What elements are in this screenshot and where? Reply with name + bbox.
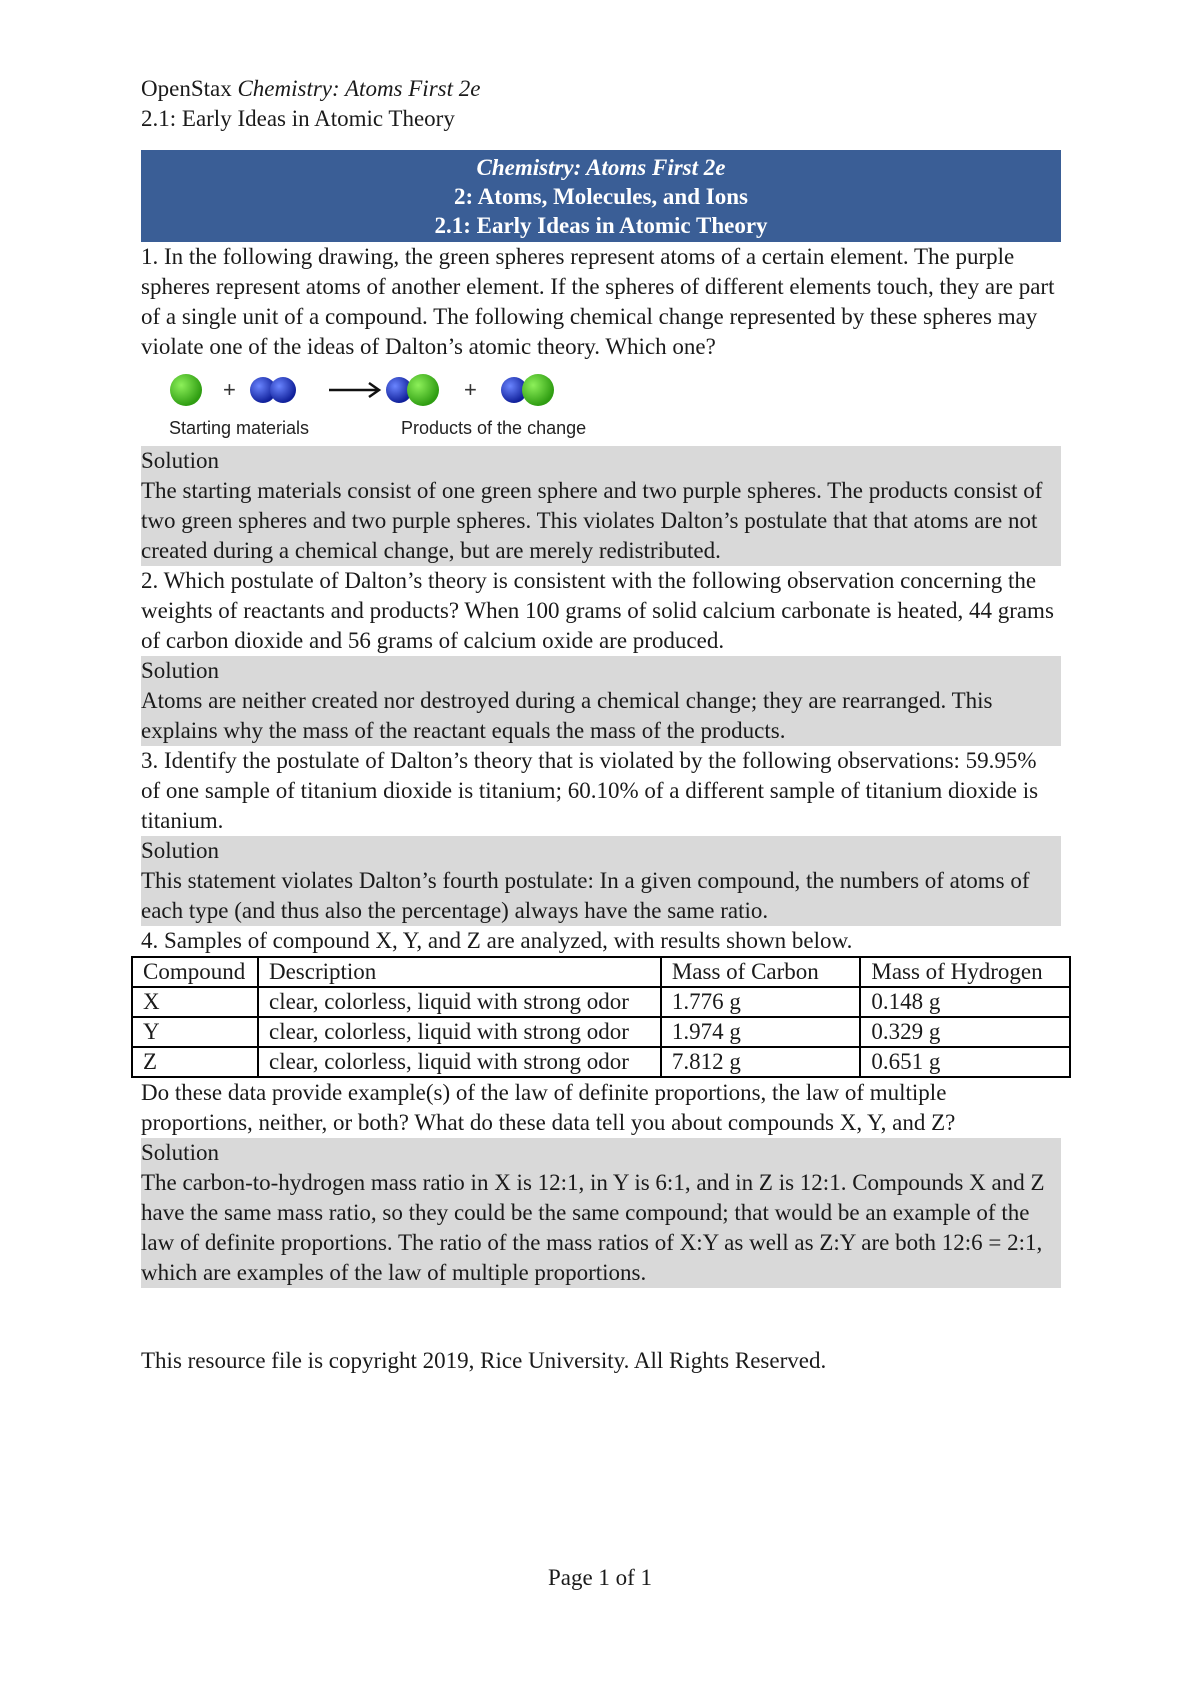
table-cell: 7.812 g [661, 1047, 861, 1077]
doc-header-line-1 [141, 74, 1061, 104]
banner-section: 2.1: Early Ideas in Atomic Theory [434, 213, 768, 238]
banner-chapter: 2: Atoms, Molecules, and Ions [454, 184, 748, 209]
table-header-cell: Compound [132, 957, 258, 987]
table-cell: 0.148 g [860, 987, 1070, 1017]
copyright-notice: This resource file is copyright 2019, Rice University. All Rights Reserved. [141, 1348, 827, 1373]
section-title: 2.1: Early Ideas in Atomic Theory [141, 106, 455, 131]
question-2: 2. Which postulate of Dalton’s theory is consistent with the following observation concerning the weights of reactants and products? When 100 grams of solid calcium carbonate is heated, 44 grams of carbon dioxide and 56 grams of calcium oxide are produced. [141, 568, 1054, 653]
table-row [132, 1047, 1070, 1077]
title-banner [141, 150, 1061, 242]
solution-label: Solution [141, 658, 219, 683]
table-row [132, 1017, 1070, 1047]
table-cell: clear, colorless, liquid with strong odor [258, 987, 661, 1017]
table-cell: clear, colorless, liquid with strong odor [258, 1017, 661, 1047]
green-sphere-icon [407, 374, 439, 406]
table-row [132, 987, 1070, 1017]
solution-label: Solution [141, 448, 219, 473]
green-sphere-icon [170, 374, 202, 406]
solution-label: Solution [141, 838, 219, 863]
banner-book-title: Chemistry: Atoms First 2e [476, 155, 726, 180]
reaction-figure [141, 362, 601, 446]
table-cell: 1.974 g [661, 1017, 861, 1047]
solution-text: This statement violates Dalton’s fourth postulate: In a given compound, the numbers of atoms of each type (and thus also the percentage) always have the same ratio. [141, 868, 1030, 923]
reaction-diagram [141, 362, 601, 418]
table-cell: 1.776 g [661, 987, 861, 1017]
table-header-cell: Mass of Carbon [661, 957, 861, 987]
table-cell: X [132, 987, 258, 1017]
label-starting-materials: Starting materials [169, 418, 310, 438]
table-header-cell: Description [258, 957, 661, 987]
solution-1 [141, 446, 1061, 566]
purple-sphere-icon [270, 377, 296, 403]
question-1: 1. In the following drawing, the green spheres represent atoms of a certain element. The purple spheres represent atoms of another element. If the spheres of different elements touch, they are part of a single unit of a compound. The following chemical change represented by these spheres may violate one of the ideas of Dalton’s atomic theory. Which one? [141, 244, 1055, 359]
solution-2 [141, 656, 1061, 746]
table-header-cell: Mass of Hydrogen [860, 957, 1070, 987]
green-sphere-icon [522, 374, 554, 406]
solution-text: The starting materials consist of one green sphere and two purple spheres. The products consist of two green spheres and two purple spheres. This violates Dalton’s postulate that that atoms are not created during a chemical change, but are merely redistributed. [141, 478, 1043, 563]
publisher: OpenStax [141, 76, 232, 101]
table-cell: 0.329 g [860, 1017, 1070, 1047]
question-3: 3. Identify the postulate of Dalton’s theory that is violated by the following observations: 59.95% of one sample of titanium dioxide is titanium; 60.10% of a different sample of titanium dioxide is titanium. [141, 748, 1039, 833]
table-cell: Z [132, 1047, 258, 1077]
solution-3 [141, 836, 1061, 926]
compound-table [131, 956, 1071, 1078]
document-page [141, 74, 1061, 1376]
solution-text: Atoms are neither created nor destroyed during a chemical change; they are rearranged. This explains why the mass of the reactant equals the mass of the products. [141, 688, 993, 743]
solution-4 [141, 1138, 1061, 1288]
page-number: Page 1 of 1 [547, 1565, 653, 1590]
plus-symbol-2: + [464, 377, 477, 402]
question-4-followup: Do these data provide example(s) of the law of definite proportions, the law of multiple proportions, neither, or both? What do these data tell you about compounds X, Y, and Z? [141, 1080, 956, 1135]
plus-symbol-1: + [223, 377, 236, 402]
label-products: Products of the change [401, 418, 587, 438]
solution-text: The carbon-to-hydrogen mass ratio in X is 12:1, in Y is 6:1, and in Z is 12:1. Compounds X and Z have the same mass ratio, so they could be the same compound; that would be an example of the law of definite proportions. The ratio of the mass ratios of X:Y as well as Z:Y are both 12:6 = 2:1, which are examples of the law of multiple proportions. [141, 1170, 1045, 1285]
question-4: 4. Samples of compound X, Y, and Z are analyzed, with results shown below. [141, 928, 853, 953]
table-cell: Y [132, 1017, 258, 1047]
table-cell: 0.651 g [860, 1047, 1070, 1077]
table-header-row [132, 957, 1070, 987]
solution-label: Solution [141, 1140, 219, 1165]
table-cell: clear, colorless, liquid with strong odor [258, 1047, 661, 1077]
book-title: Chemistry: Atoms First 2e [237, 76, 481, 101]
